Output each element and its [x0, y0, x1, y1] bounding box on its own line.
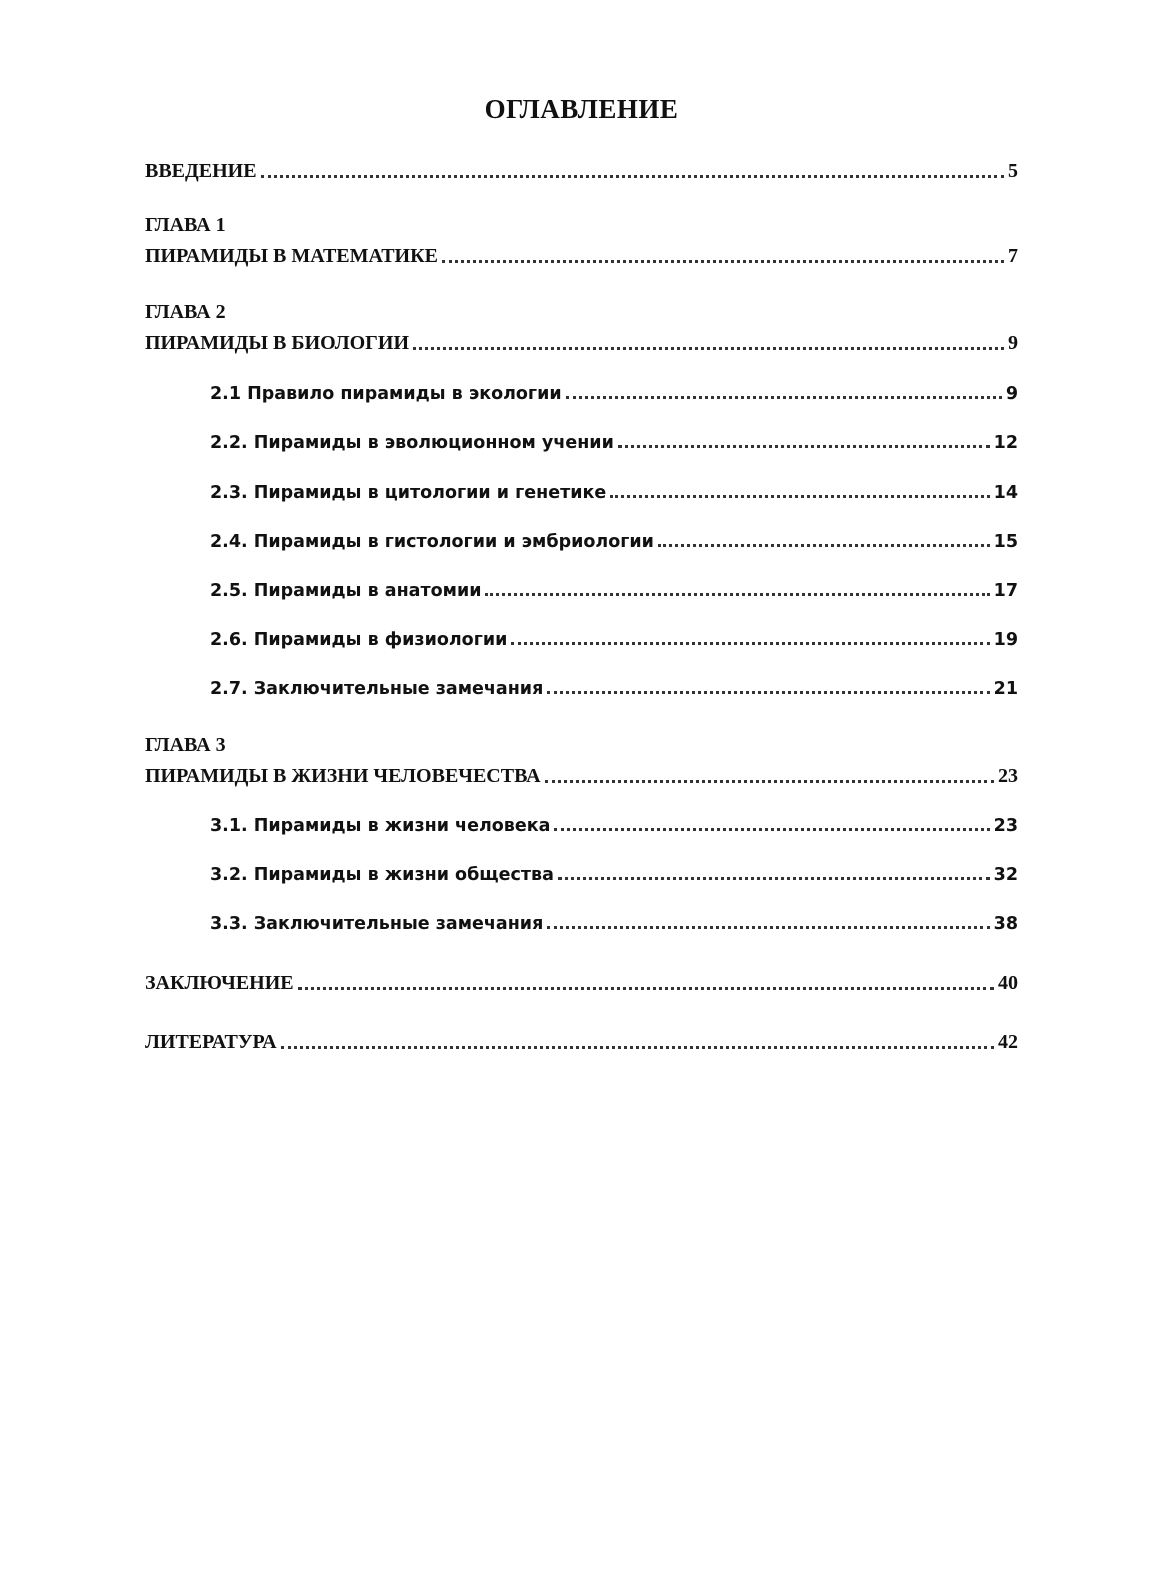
toc-entry-section[interactable] — [210, 376, 1018, 404]
toc-entry-section[interactable] — [210, 475, 1018, 503]
dot-leader — [545, 780, 994, 783]
toc-entry-section[interactable] — [210, 906, 1018, 934]
toc-entry-page: 12 — [993, 433, 1018, 453]
toc-entry-conclusion[interactable] — [145, 967, 1018, 995]
dot-leader — [442, 260, 1004, 263]
dot-leader — [485, 593, 989, 596]
dot-leader — [547, 926, 989, 929]
toc-entry-page: 7 — [1008, 245, 1018, 267]
toc-entry-page: 15 — [993, 532, 1018, 552]
toc-entry-page: 23 — [998, 765, 1018, 787]
toc-entry-chapter-1[interactable] — [145, 240, 1018, 268]
toc-entry-section[interactable] — [210, 808, 1018, 836]
toc-entry-section[interactable] — [210, 524, 1018, 552]
toc-entry-label: 2.4. Пирамиды в гистологии и эмбриологии — [210, 532, 654, 552]
toc-entry-label: ПИРАМИДЫ В БИОЛОГИИ — [145, 332, 410, 354]
toc-entry-intro[interactable] — [145, 155, 1018, 183]
toc-entry-label: 2.7. Заключительные замечания — [210, 679, 544, 699]
toc-entry-page: 9 — [1008, 332, 1018, 354]
toc-entry-page: 17 — [993, 581, 1018, 601]
toc-entry-page: 9 — [1005, 384, 1018, 404]
dot-leader — [261, 175, 1004, 178]
toc-entry-label: 3.3. Заключительные замечания — [210, 914, 544, 934]
dot-leader — [413, 347, 1004, 350]
toc-entry-label: 2.3. Пирамиды в цитологии и генетике — [210, 483, 607, 503]
toc-entry-section[interactable] — [210, 622, 1018, 650]
toc-entry-page: 40 — [998, 972, 1018, 994]
dot-leader — [658, 544, 990, 547]
toc-entry-page: 38 — [993, 914, 1018, 934]
toc-entry-section[interactable] — [210, 573, 1018, 601]
dot-leader — [547, 691, 989, 694]
toc-entry-section[interactable] — [210, 857, 1018, 885]
toc-entry-page: 21 — [993, 679, 1018, 699]
toc-entry-label: 3.2. Пирамиды в жизни общества — [210, 865, 554, 885]
dot-leader — [610, 495, 989, 498]
dot-leader — [566, 396, 1002, 399]
toc-entry-label: ПИРАМИДЫ В МАТЕМАТИКЕ — [145, 245, 438, 267]
dot-leader — [511, 642, 989, 645]
toc-entry-chapter-2[interactable] — [145, 327, 1018, 355]
toc-entry-label: 2.2. Пирамиды в эволюционном учении — [210, 433, 614, 453]
toc-entry-page: 14 — [993, 483, 1018, 503]
toc-entry-label: 2.6. Пирамиды в физиологии — [210, 630, 508, 650]
toc-entry-literature[interactable] — [145, 1026, 1018, 1054]
chapter-number: ГЛАВА 3 — [145, 734, 226, 756]
dot-leader — [554, 828, 989, 831]
dot-leader — [618, 445, 990, 448]
toc-entry-section[interactable] — [210, 671, 1018, 699]
toc-entry-chapter-3[interactable] — [145, 760, 1018, 788]
toc-entry-label: 3.1. Пирамиды в жизни человека — [210, 816, 551, 836]
toc-entry-page: 42 — [998, 1031, 1018, 1053]
toc-entry-label: ЗАКЛЮЧЕНИЕ — [145, 972, 294, 994]
toc-entry-page: 32 — [993, 865, 1018, 885]
dot-leader — [558, 877, 990, 880]
toc-entry-page: 19 — [993, 630, 1018, 650]
toc-entry-section[interactable] — [210, 425, 1018, 453]
toc-entry-label: 2.5. Пирамиды в анатомии — [210, 581, 482, 601]
toc-entry-label: ВВЕДЕНИЕ — [145, 160, 257, 182]
page-title: ОГЛАВЛЕНИЕ — [484, 94, 679, 124]
toc-entry-page: 5 — [1008, 160, 1018, 182]
toc-entry-label: ПИРАМИДЫ В ЖИЗНИ ЧЕЛОВЕЧЕСТВА — [145, 765, 541, 787]
toc-entry-label: 2.1 Правило пирамиды в экологии — [210, 384, 562, 404]
toc-entry-label: ЛИТЕРАТУРА — [145, 1031, 277, 1053]
dot-leader — [281, 1046, 994, 1049]
dot-leader — [298, 987, 994, 990]
chapter-number: ГЛАВА 1 — [145, 214, 226, 236]
chapter-number: ГЛАВА 2 — [145, 301, 226, 323]
toc-entry-page: 23 — [993, 816, 1018, 836]
